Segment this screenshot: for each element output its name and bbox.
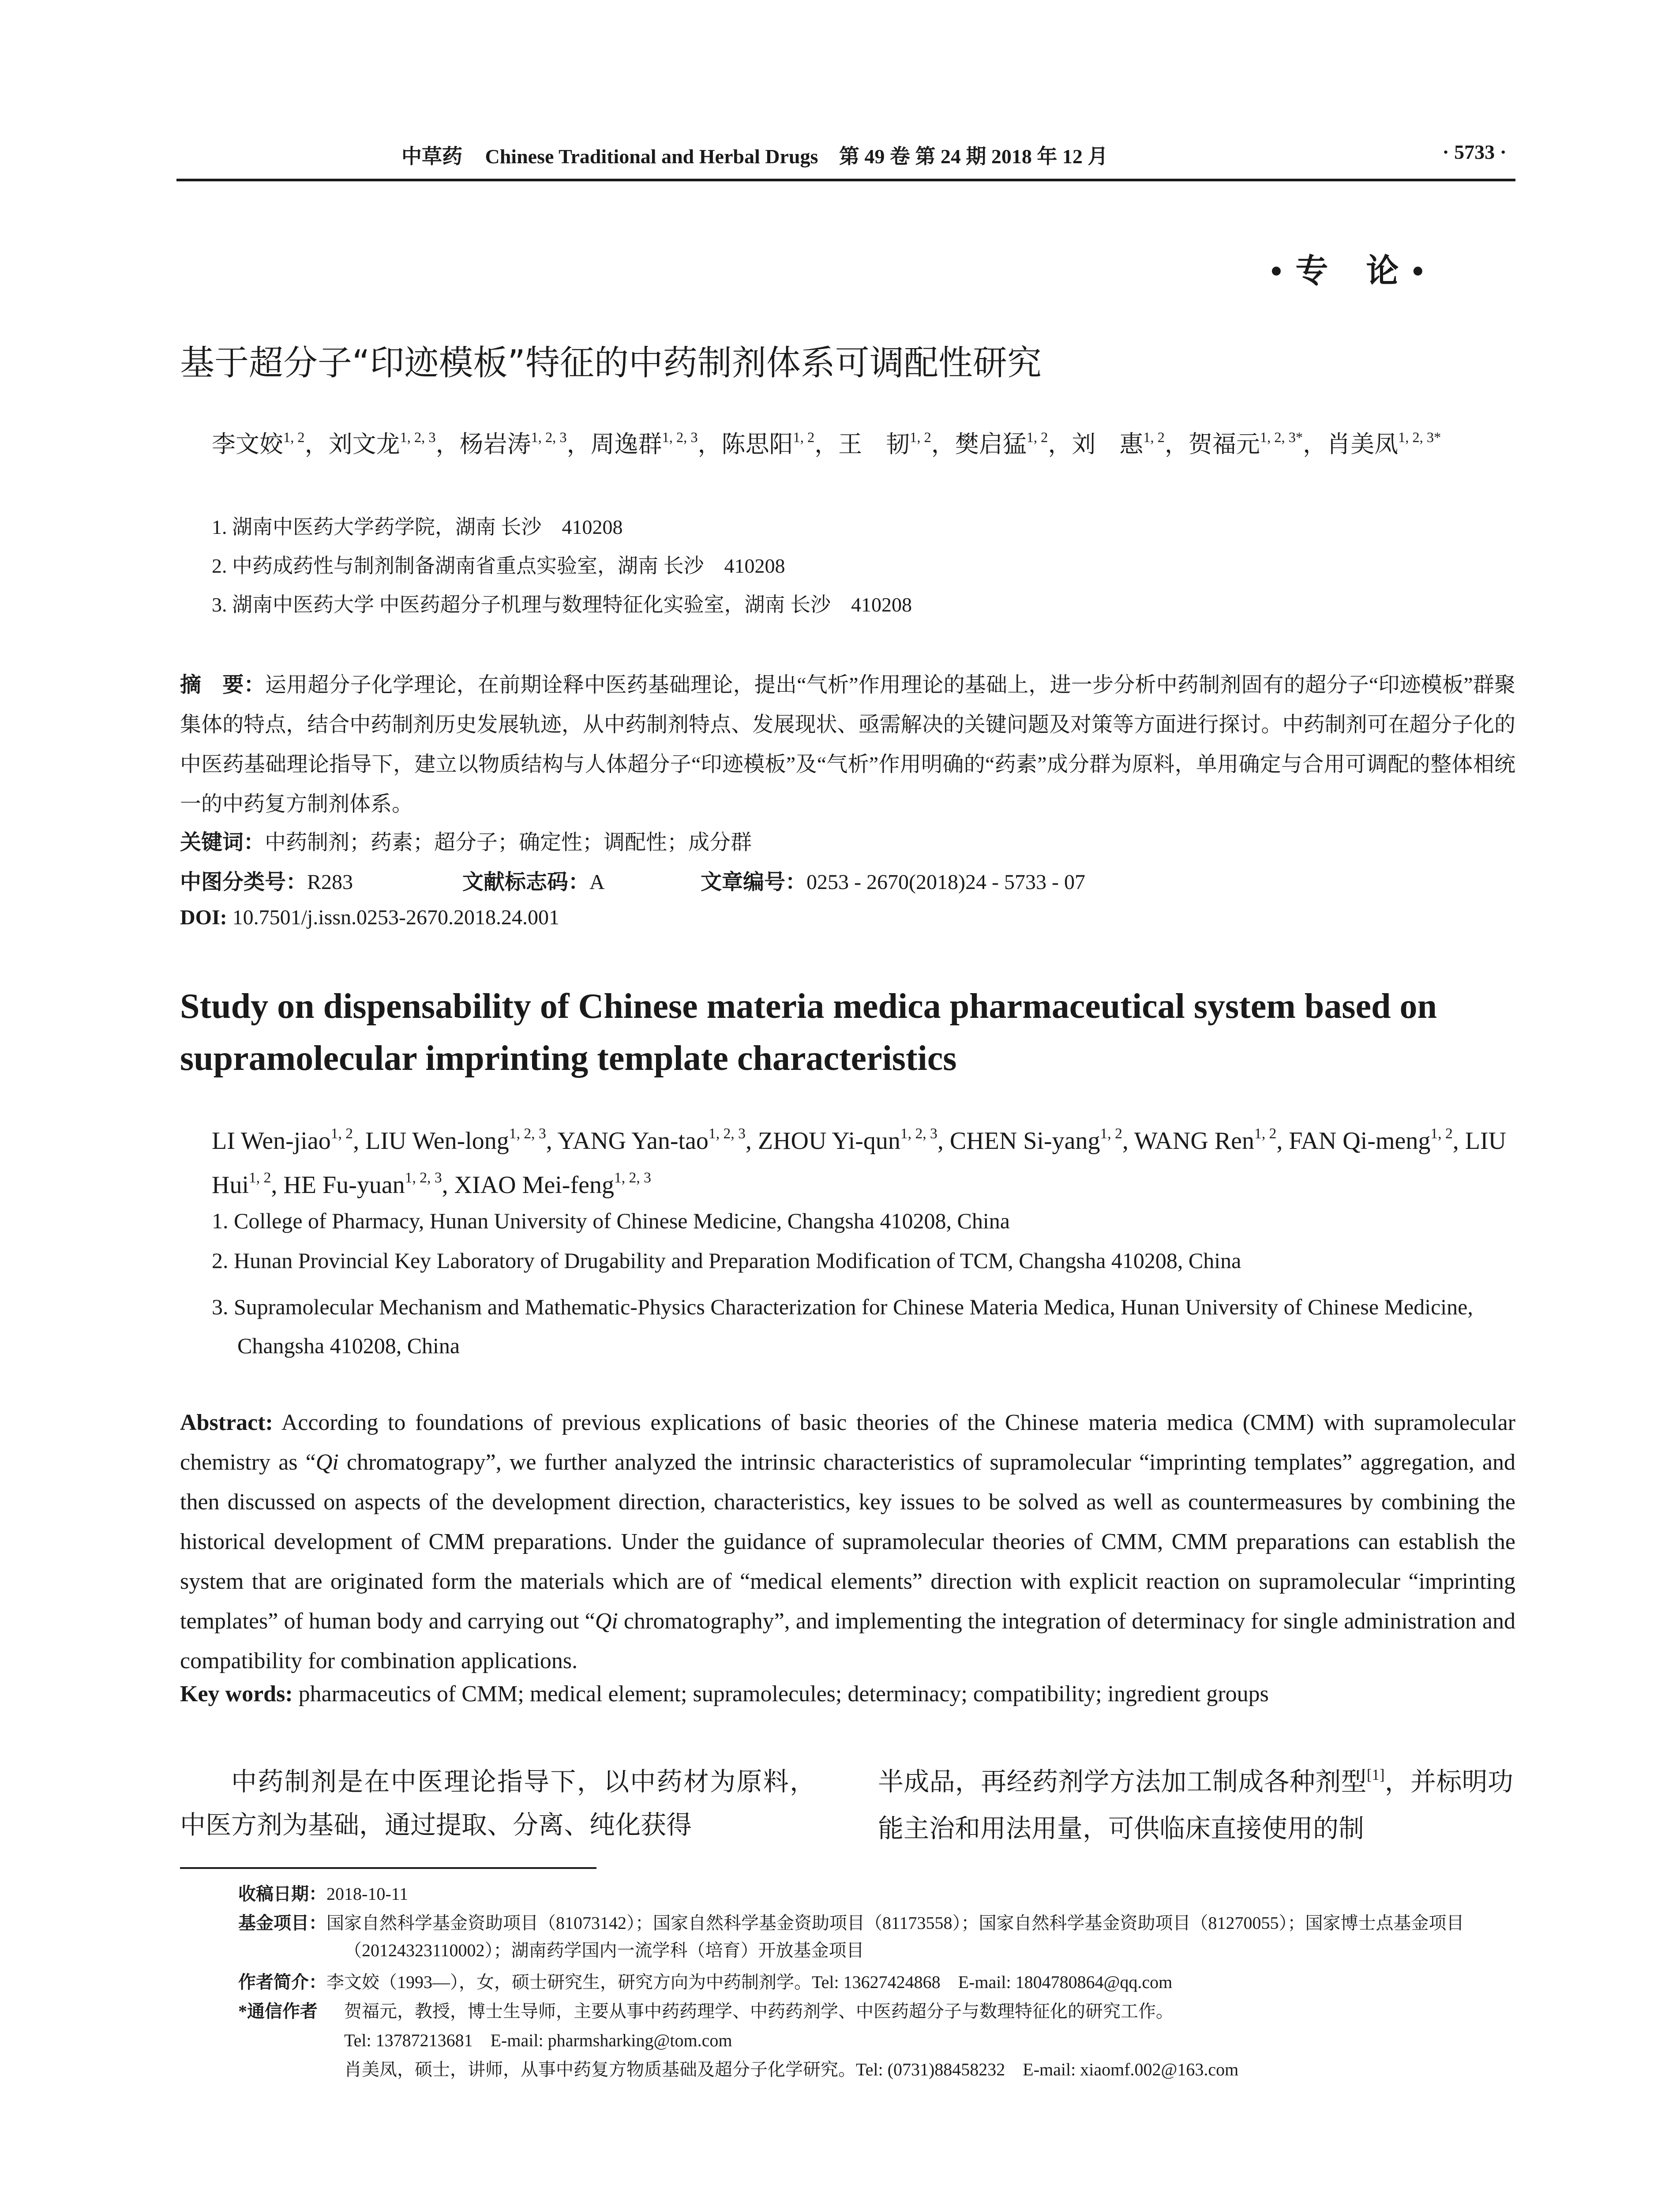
author-affiliation-sup: 1, 2, 3 [405,1170,442,1186]
author-name: 刘 惠 [1072,431,1144,458]
footnote-corresponding-2: 肖美凤，硕士，讲师，从事中药复方物质基础及超分子化学研究。Tel: (0731)88458232 E-mail: xiaomf.002@163.com [344,2060,1239,2079]
author-en [950,1127,1122,1155]
author-zh [1189,431,1303,458]
author-en [1289,1127,1452,1155]
author-en [758,1127,938,1155]
body-text-left-column: 中药制剂是在中医理论指导下，以中药材为原料，中医方剂为基础，通过提取、分离、纯化获得 [180,1767,815,1839]
clc-number: 中图分类号：R283 [180,870,353,894]
authors-zh: 李文姣$^{1, 2}$，刘文龙$^{1, 2, 3}$，杨岩涛$^{1, 2, 3}$，周逸群$^{1, 2, 3}$，陈思阳$^{1, 2}$，王 韧$^{1, 2}$，樊启猛$^{1, 2}$，刘 惠$^{1, 2}$，贺福元$^{1, 2, 3*}$，肖美凤$^{1, 2, 3*}$ [212,430,1441,458]
footnote-corresponding: *通信作者 贺福元，教授，博士生导师，主要从事中药药理学、中药药剂学、中医药超分子与数理特征化的研究工作。 [238,2001,1174,2021]
author-name: 王 韧 [838,431,910,458]
keywords-en-label: Key words: [180,1681,293,1707]
author-affiliation-sup: 1, 2 [283,430,305,446]
keywords-zh-label: 关键词： [180,831,265,854]
footnote-corresponding-contact: Tel: 13787213681 E-mail: pharmsharking@tom.com [344,2030,732,2050]
journal-name-en: Chinese Traditional and Herbal Drugs [485,145,818,168]
author-name: XIAO Mei-feng [454,1171,614,1199]
issue-info: 第 49 卷 第 24 期 2018 年 12 月 [839,145,1108,168]
author-affiliation-sup: 1, 2, 3 [614,1170,651,1186]
author-affiliation-sup: 1, 2 [910,430,931,446]
author-zh [591,431,698,458]
doi-label: DOI: [180,906,227,929]
author-name: YANG Yan-tao [557,1127,709,1155]
author-name: HE Fu-yuan [283,1171,405,1199]
keywords-zh [180,825,752,855]
article-number: 文章编号：0253 - 2670(2018)24 - 5733 - 07 [701,870,1085,894]
author-affiliation-sup: 1, 2 [1143,430,1165,446]
affiliation-zh-1: 1. 湖南中医药大学药学院，湖南 长沙 410208 [212,516,623,538]
author-zh [722,431,815,458]
author-name: ZHOU Yi-qun [758,1127,900,1155]
author-name: LIU Hui [212,1127,1507,1199]
author-name: 陈思阳 [721,431,793,458]
affiliation-zh-3: 3. 湖南中医药大学 中医药超分子机理与数理特征化实验室，湖南 长沙 410208 [212,593,912,616]
author-zh [329,431,436,458]
author-affiliation-sup: 1, 2, 3 [662,430,698,446]
author-zh [1072,431,1165,458]
journal-info [401,140,1108,169]
body-text-right-column: 半成品，再经药剂学方法加工制成各种剂型[1]，并标明功能主治和用法用量，可供临床直接使用的制 [878,1766,1513,1843]
author-name: 周逸群 [590,431,662,458]
author-name: LIU Wen-long [365,1127,509,1155]
author-affiliation-sup: 1, 2 [1254,1126,1277,1142]
title-zh: 基于超分子“印迹模板”特征的中药制剂体系可调配性研究 [180,343,1042,383]
abstract-zh-label: 摘 要： [180,673,265,697]
footnote-funding: 基金项目：国家自然科学基金资助项目（81073142）；国家自然科学基金资助项目（81173558）；国家自然科学基金资助项目（81270055）；国家博士点基金项目（20124323110002）；湖南药学国内一流学科（培育）开放基金项目 [238,1913,1464,1960]
author-affiliation-sup: 1, 2, 3 [900,1126,938,1142]
column-label: • 专 论 • [1271,253,1426,289]
keywords-en [180,1681,1269,1707]
footnote-rule [180,1867,596,1869]
author-name: LI Wen-jiao [212,1127,331,1155]
author-en [1134,1127,1277,1155]
author-affiliation-sup: 1, 2 [1100,1126,1122,1142]
author-affiliation-sup: 1, 2, 3 [400,430,436,446]
affiliation-zh-2: 2. 中药成药性与制剂制备湖南省重点实验室，湖南 长沙 410208 [212,555,785,577]
author-name: 贺福元 [1188,431,1260,458]
author-zh [955,431,1048,458]
author-affiliation-sup: 1, 2 [1026,430,1048,446]
author-affiliation-sup: 1, 2 [793,430,815,446]
affiliation-en-3: 3. Supramolecular Mechanism and Mathematic-Physics Characterization for Chinese Materia Medica, Hunan University of Chinese Medicine, Changsha 410208, China [212,1294,1473,1358]
footnote-received: 收稿日期：2018-10-11 [238,1884,409,1904]
author-en [365,1127,546,1155]
doc-code: 文献标志码：A [462,870,605,894]
author-en [283,1171,442,1199]
author-name: FAN Qi-meng [1289,1127,1431,1155]
author-zh [1327,431,1441,458]
doi [180,905,559,930]
author-name: 樊启猛 [955,431,1027,458]
author-affiliation-sup: 1, 2 [1430,1126,1453,1142]
abstract-zh-text: 运用超分子化学理论，在前期诠释中医药基础理论，提出“气析”作用理论的基础上，进一步分析中药制剂固有的超分子“印迹模板”群聚集体的特点，结合中药制剂历史发展轨迹，从中药制剂特点、发展现状、亟需解决的关键问题及对策等方面进行探讨。中药制剂可在超分子化的中医药基础理论指导下，建立以物质结构与人体超分子“印迹模板”及“气析”作用明确的“药素”成分群为原料，单用确定与合用可调配的整体相统一的中药复方制剂体系。 [180,673,1515,816]
running-header [176,140,1515,181]
abstract-en: Abstract: According to foundations of previous explications of basic theories of the Chinese materia medica (CMM) with supramolecular chemistry as “Qi chromatograpy”, we further analyzed the intrinsic characteristics of supramolecular “imprinting templates” aggregation, and then discussed on aspects of the development direction, characteristics, key issues to be solved as well as countermeasures by combining the historical development of CMM preparations. Under the guidance of supramolecular theories of CMM, CMM preparations can establish the system that are originated form the materials which are of “medical elements” direction with explicit reaction on supramolecular “imprinting templates” of human body and carrying out “Qi chromatography”, and implementing the integration of determinacy for single administration and compatibility for combination applications. [180,1410,1516,1673]
author-name: CHEN Si-yang [949,1127,1100,1155]
author-en [212,1127,353,1155]
author-name: WANG Ren [1134,1127,1255,1155]
author-affiliation-sup: 1, 2, 3 [708,1126,746,1142]
keywords-zh-text: 中药制剂；药素；超分子；确定性；调配性；成分群 [265,831,752,854]
authors-en: LI Wen-jiao$^{1, 2}$, LIU Wen-long$^{1, 2, 3}$, YANG Yan-tao$^{1, 2, 3}$, ZHOU Yi-qun$^{1, 2, 3}$, CHEN Si-yang$^{1, 2}$, WANG Ren$^{1, 2}$, FAN Qi-meng$^{1, 2}$, LIU Hui$^{1, 2}$, HE Fu-yuan$^{1, 2, 3}$, XIAO Mei-feng$^{1, 2, 3}$ [212,1126,1507,1199]
author-zh [212,431,305,458]
doi-link[interactable]: 10.7501/j.issn.0253-2670.2018.24.001 [232,906,560,929]
title-en: Study on dispensability of Chinese materia medica pharmaceutical system based on supramolecular imprinting template characteristics [180,987,1437,1078]
author-name: 肖美凤 [1327,431,1399,458]
author-en [558,1127,746,1155]
affiliation-en-1: 1. College of Pharmacy, Hunan University of Chinese Medicine, Changsha 410208, China [212,1208,1010,1233]
author-affiliation-sup: 1, 2, 3 [531,430,567,446]
citation-ref[interactable]: [1] [1366,1766,1385,1783]
footnote-author: 作者简介：李文姣（1993—），女，硕士研究生，研究方向为中药制剂学。Tel: 13627424868 E-mail: 1804780864@qq.com [238,1972,1173,1992]
author-name: 李文姣 [212,431,283,458]
affiliation-en-2: 2. Hunan Provincial Key Laboratory of Drugability and Preparation Modification of TCM, Changsha 410208, China [212,1248,1241,1273]
keywords-en-text: pharmaceutics of CMM; medical element; supramolecules; determinacy; compatibility; ingredient groups [292,1681,1269,1707]
author-zh [460,431,567,458]
author-en [454,1171,651,1199]
author-affiliation-sup: 1, 2, 3* [1260,430,1303,446]
header-rule [176,179,1515,181]
author-zh [838,431,931,458]
author-affiliation-sup: 1, 2, 3 [509,1126,546,1142]
author-affiliation-sup: 1, 2, 3* [1398,430,1441,446]
author-affiliation-sup: 1, 2 [249,1170,271,1186]
abstract-en-label: Abstract: [180,1410,273,1435]
author-name: 杨岩涛 [459,431,531,458]
journal-name-zh: 中草药 [401,144,462,168]
page-number: · 5733 · [1442,141,1507,163]
abstract-zh [180,665,1515,824]
author-affiliation-sup: 1, 2 [330,1126,353,1142]
author-name: 刘文龙 [328,431,400,458]
